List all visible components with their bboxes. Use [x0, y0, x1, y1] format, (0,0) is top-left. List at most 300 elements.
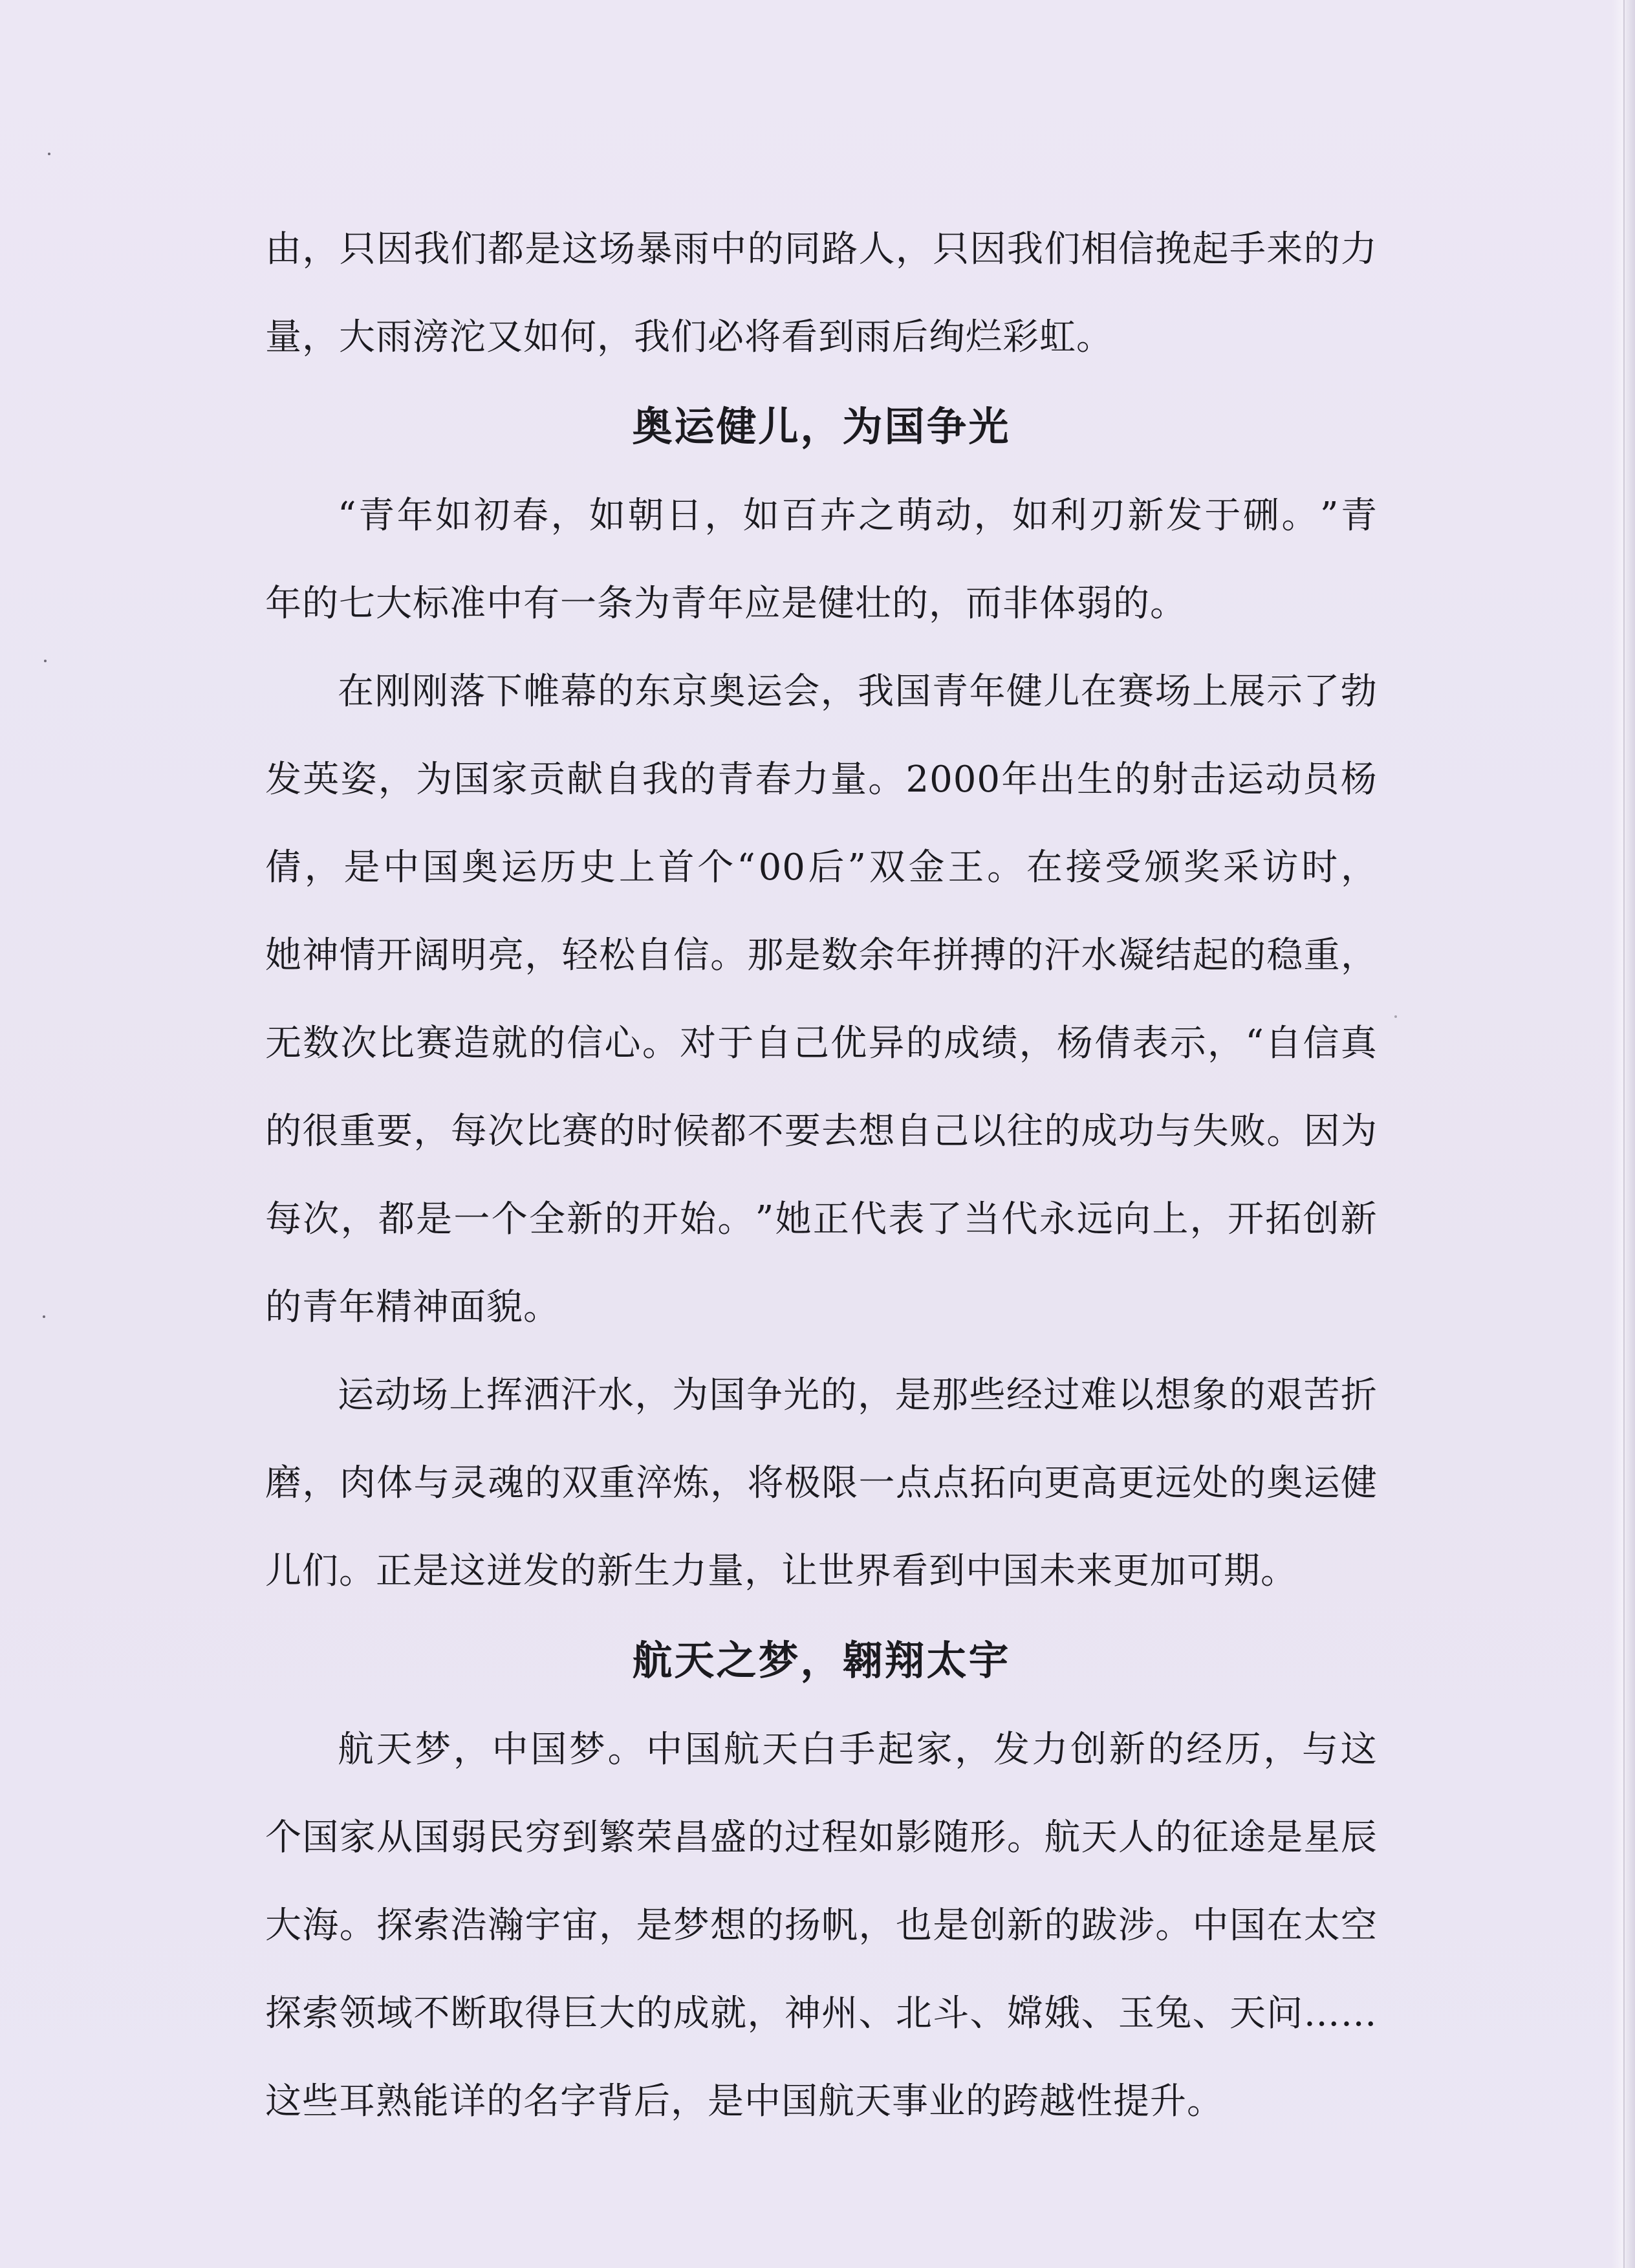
text-glyph: 的 [1006, 934, 1044, 977]
text-glyph: 新 [1109, 1729, 1146, 1771]
text-glyph: 。 [717, 1198, 755, 1240]
text-glyph: 这 [1340, 1729, 1378, 1771]
text-glyph: 辰 [1340, 1817, 1378, 1859]
text-glyph: 历 [1224, 1729, 1262, 1771]
text-glyph: ， [1189, 1198, 1227, 1240]
text-glyph: 经 [1186, 1729, 1224, 1771]
text-glyph: 索 [413, 1905, 451, 1947]
text-glyph: 上 [618, 847, 656, 889]
text-glyph: 上 [449, 1374, 486, 1416]
text-glyph: 个 [265, 1817, 302, 1859]
text-glyph: 勃 [1340, 671, 1378, 713]
document-body [265, 206, 1378, 2146]
text-glyph: 的 [679, 759, 717, 801]
text-glyph: 利 [1050, 495, 1088, 537]
text-glyph: 明 [450, 934, 488, 977]
text-glyph: 扬 [784, 1905, 821, 1947]
text-glyph: 为 [671, 1374, 709, 1416]
text-glyph: 落 [449, 671, 486, 713]
page-edge-line [1623, 0, 1625, 2268]
text-glyph: 力 [792, 759, 830, 801]
text-glyph: 淬 [636, 1462, 673, 1504]
text-glyph: 数 [821, 934, 859, 977]
text-glyph: 英 [303, 759, 340, 801]
text-glyph: 来 [1266, 228, 1304, 270]
text-glyph: 始 [680, 1198, 717, 1240]
text-glyph: 的 [265, 1110, 302, 1152]
text-glyph: 穷 [525, 1817, 562, 1859]
text-glyph: 在 [1266, 1905, 1304, 1947]
text-glyph: 。 [607, 1729, 645, 1771]
text-glyph: 域 [376, 1993, 414, 2035]
text-glyph: 往 [1006, 1110, 1044, 1152]
text-glyph: 去 [821, 1110, 859, 1152]
continued-paragraph [265, 206, 1378, 382]
text-glyph: 她 [265, 934, 302, 977]
text-line [265, 648, 1378, 736]
text-glyph: 家 [916, 1729, 953, 1771]
text-glyph: 她 [775, 1198, 812, 1240]
text-glyph: 折 [1340, 1374, 1378, 1416]
text-glyph: 姿 [340, 759, 378, 801]
text-line [265, 1882, 1378, 1970]
text-glyph: 跋 [1081, 1905, 1118, 1947]
text-glyph: 献 [567, 759, 604, 801]
text-glyph: 场 [411, 1374, 449, 1416]
text-glyph: 瀚 [488, 1905, 525, 1947]
text-glyph: 00 [758, 847, 806, 889]
text-glyph: 动 [374, 1374, 412, 1416]
text-glyph: 只 [933, 228, 970, 270]
text-glyph: 次 [488, 1110, 525, 1152]
text-glyph: 、 [969, 1993, 1007, 2035]
paragraph [265, 648, 1378, 1352]
text-glyph: 时 [636, 1110, 673, 1152]
text-glyph: 百 [781, 495, 819, 537]
text-glyph: 表 [888, 1198, 926, 1240]
text-glyph: 过 [1043, 1374, 1081, 1416]
text-glyph: 的 [1229, 934, 1266, 977]
text-glyph: 如 [589, 495, 626, 537]
text-glyph: 开 [1227, 1198, 1264, 1240]
text-glyph: 在 [338, 671, 374, 713]
text-line: 这些耳熟能详的名字背后，是中国航天事业的跨越性提升。 [265, 2080, 1224, 2122]
text-glyph: 雨 [673, 228, 710, 270]
text-glyph: 的 [528, 1022, 566, 1064]
text-glyph: 我 [413, 228, 451, 270]
text-glyph: 朝 [627, 495, 665, 537]
text-glyph: 赛 [561, 1110, 599, 1152]
text-glyph: ， [1019, 1022, 1056, 1064]
text-glyph: 手 [839, 1729, 876, 1771]
text-glyph: 自 [1265, 1022, 1303, 1064]
paragraph [265, 1352, 1378, 1615]
text-glyph: 得 [525, 1993, 562, 2035]
text-glyph: 示 [1169, 1022, 1207, 1064]
text-glyph: 采 [1222, 847, 1260, 889]
text-glyph: 当 [963, 1198, 1001, 1240]
text-glyph: 新 [1006, 1905, 1044, 1947]
text-glyph: 玉 [1118, 1993, 1155, 2035]
text-glyph: 己 [933, 1110, 970, 1152]
text-glyph: 、 [1081, 1993, 1118, 2035]
text-line [265, 1352, 1378, 1440]
text-glyph: 奥 [709, 671, 746, 713]
text-glyph: 。 [710, 934, 748, 977]
text-glyph: 中 [383, 847, 420, 889]
text-glyph: 上 [1192, 671, 1229, 713]
text-glyph: 重 [1303, 934, 1341, 977]
text-glyph: 是 [933, 1905, 970, 1947]
text-glyph: 那 [747, 934, 785, 977]
text-glyph: 击 [1189, 759, 1227, 801]
text-glyph: 因 [1303, 1110, 1341, 1152]
text-glyph: 王 [947, 847, 985, 889]
text-glyph: 己 [792, 1022, 830, 1064]
text-glyph: 航 [723, 1729, 761, 1771]
text-glyph: 力 [1032, 1729, 1069, 1771]
text-glyph: 。 [1281, 495, 1319, 537]
text-glyph: 发 [993, 1729, 1030, 1771]
text-glyph: 嫦 [1006, 1993, 1044, 2035]
text-glyph: 高 [1081, 1462, 1118, 1504]
text-glyph: 的 [598, 671, 635, 713]
text-glyph: ” [847, 847, 867, 889]
text-glyph: 阔 [413, 934, 451, 977]
text-glyph: 要 [784, 1110, 821, 1152]
text-glyph: 受 [1105, 847, 1142, 889]
text-glyph: 射 [1152, 759, 1189, 801]
text-glyph: 于 [1204, 495, 1242, 537]
text-line [265, 1440, 1378, 1528]
text-glyph: 表 [1132, 1022, 1169, 1064]
text-glyph: 难 [1080, 1374, 1118, 1416]
text-glyph: 国 [894, 671, 932, 713]
text-glyph: 运 [746, 671, 783, 713]
text-glyph: 。 [987, 847, 1024, 889]
text-glyph: 运 [1227, 759, 1264, 801]
text-glyph: 重 [599, 1462, 636, 1504]
text-glyph: 轻 [561, 934, 599, 977]
text-glyph: 京 [671, 671, 709, 713]
text-glyph: 自 [604, 759, 642, 801]
text-glyph: 国 [413, 1817, 451, 1859]
text-glyph: ， [1207, 1022, 1245, 1064]
text-glyph: 大 [599, 1993, 636, 2035]
text-glyph: 拓 [969, 1462, 1007, 1504]
text-glyph: 光 [783, 1374, 821, 1416]
text-glyph: 是 [894, 1374, 932, 1416]
text-glyph: 异 [868, 1022, 905, 1064]
text-glyph: 在 [1080, 671, 1118, 713]
text-glyph: 是 [1266, 1817, 1304, 1859]
text-glyph: 暴 [636, 228, 673, 270]
text-glyph: 青 [932, 671, 969, 713]
text-glyph: 重 [339, 1110, 376, 1152]
text-glyph: ， [413, 1110, 451, 1152]
text-glyph: 体 [376, 1462, 414, 1504]
text-line: 量，大雨滂沱又如何，我们必将看到雨后绚烂彩虹。 [265, 316, 1113, 358]
text-glyph: 余 [858, 934, 896, 977]
text-glyph: ， [340, 1198, 378, 1240]
scan-speck [1394, 1015, 1397, 1018]
text-glyph: 每 [265, 1198, 302, 1240]
text-glyph: 。 [1006, 1817, 1044, 1859]
text-glyph: 这 [561, 228, 599, 270]
text-glyph: 为 [416, 759, 453, 801]
text-glyph: 如 [742, 495, 780, 537]
text-glyph: 如 [1012, 495, 1050, 537]
text-glyph: 萌 [896, 495, 934, 537]
scan-speck [44, 660, 47, 662]
text-glyph: 个 [491, 1198, 528, 1240]
paragraph [265, 472, 1378, 648]
text-glyph: 民 [488, 1817, 525, 1859]
text-glyph: 刚 [374, 671, 412, 713]
text-glyph: 对 [680, 1022, 717, 1064]
text-glyph: 心 [604, 1022, 642, 1064]
text-glyph: 在 [1026, 847, 1063, 889]
text-glyph: 结 [1155, 934, 1193, 977]
text-glyph: 的 [525, 1462, 562, 1504]
text-glyph: 。 [1266, 1110, 1304, 1152]
text-glyph: 凝 [1118, 934, 1155, 977]
text-glyph: 想 [710, 1905, 748, 1947]
text-glyph: 路 [821, 228, 859, 270]
text-glyph: 拓 [1265, 1198, 1303, 1240]
text-glyph: 人 [1118, 1817, 1155, 1859]
text-glyph: 只 [339, 228, 376, 270]
text-glyph: 海 [302, 1905, 340, 1947]
text-glyph: 相 [1081, 228, 1118, 270]
text-glyph: 由 [265, 228, 302, 270]
text-glyph: 我 [858, 671, 895, 713]
text-glyph: 双 [561, 1462, 599, 1504]
text-glyph: 极 [784, 1462, 821, 1504]
text-glyph: 中 [646, 1729, 684, 1771]
text-glyph: 代 [1001, 1198, 1039, 1240]
text-glyph: ， [747, 1993, 785, 2035]
text-glyph: 州 [821, 1993, 859, 2035]
text-glyph: 成 [944, 1022, 981, 1064]
text-glyph: 青 [717, 759, 755, 801]
text-glyph: 动 [935, 495, 973, 537]
text-line [265, 1088, 1378, 1176]
text-glyph: 2000 [905, 759, 1001, 801]
text-glyph: 的 [1044, 1110, 1081, 1152]
text-glyph: 很 [302, 1110, 340, 1152]
text-glyph: 航 [1044, 1817, 1081, 1859]
text-glyph: ， [858, 1374, 895, 1416]
text-glyph: 了 [926, 1198, 963, 1240]
text-glyph: 新 [1127, 495, 1165, 537]
text-glyph: 松 [599, 934, 636, 977]
text-glyph: 艰 [1266, 1374, 1303, 1416]
text-glyph: 。 [642, 1022, 679, 1064]
text-glyph: 领 [339, 1993, 376, 2035]
text-glyph: ” [1319, 495, 1339, 537]
text-glyph: 优 [830, 1022, 868, 1064]
text-glyph: 中 [710, 228, 748, 270]
text-glyph: 与 [1302, 1729, 1339, 1771]
text-glyph: 都 [710, 1110, 748, 1152]
text-glyph: 太 [1303, 1905, 1341, 1947]
text-glyph: ， [973, 495, 1011, 537]
text-glyph: ， [1340, 934, 1378, 977]
text-glyph: 天 [1229, 1993, 1266, 2035]
text-glyph: 水 [1081, 934, 1118, 977]
text-glyph: 赛 [1118, 671, 1155, 713]
text-glyph: …… [1303, 1993, 1378, 2035]
text-glyph: 。 [868, 759, 905, 801]
text-glyph: 贡 [528, 759, 566, 801]
text-glyph: 经 [1006, 1374, 1043, 1416]
text-glyph: 、 [858, 1993, 896, 2035]
text-glyph: 永 [1039, 1198, 1076, 1240]
text-glyph: 的 [1114, 759, 1152, 801]
text-glyph: 涉 [1118, 1905, 1155, 1947]
text-glyph: 国 [453, 759, 491, 801]
text-line: 的青年精神面貌。 [265, 1286, 560, 1328]
text-glyph: 中 [1192, 1905, 1229, 1947]
text-glyph: 就 [710, 1993, 748, 2035]
text-glyph: 苦 [1303, 1374, 1341, 1416]
text-glyph: 国 [1229, 1905, 1266, 1947]
text-glyph: 都 [378, 1198, 415, 1240]
text-glyph: ， [304, 847, 341, 889]
text-glyph: 取 [488, 1993, 525, 2035]
paragraph [265, 1706, 1378, 2146]
text-glyph: 更 [1118, 1462, 1155, 1504]
text-glyph: 造 [453, 1022, 491, 1064]
text-glyph: 刃 [1089, 495, 1127, 537]
text-glyph: 天 [1081, 1817, 1118, 1859]
text-glyph: 更 [1044, 1462, 1081, 1504]
text-glyph: 是 [784, 934, 821, 977]
text-glyph: 大 [265, 1905, 302, 1947]
text-glyph: 影 [895, 1817, 933, 1859]
text-glyph: 想 [1154, 1374, 1192, 1416]
text-glyph: 倩 [1094, 1022, 1132, 1064]
text-glyph: 的 [1155, 1817, 1193, 1859]
text-glyph: 绩 [981, 1022, 1019, 1064]
text-glyph: 起 [1192, 934, 1229, 977]
text-glyph: 展 [1229, 671, 1266, 713]
text-glyph: 一 [453, 1198, 491, 1240]
text-glyph: 到 [561, 1817, 599, 1859]
text-glyph: 新 [1340, 1198, 1378, 1240]
text-glyph: 国 [684, 1729, 722, 1771]
text-glyph: 刚 [411, 671, 449, 713]
text-glyph: 上 [1152, 1198, 1189, 1240]
text-glyph: 访 [1262, 847, 1299, 889]
text-glyph: 不 [413, 1993, 451, 2035]
text-glyph: 天 [762, 1729, 799, 1771]
text-glyph: 于 [717, 1022, 755, 1064]
text-glyph: 途 [1229, 1817, 1266, 1859]
text-glyph: 如 [435, 495, 473, 537]
text-glyph: 下 [486, 671, 523, 713]
text-glyph: 与 [1155, 1110, 1193, 1152]
text-glyph: 开 [642, 1198, 679, 1240]
text-glyph: 颁 [1144, 847, 1182, 889]
text-glyph: “ [737, 847, 756, 889]
text-glyph: 、 [1192, 1993, 1229, 2035]
text-glyph: 数 [303, 1022, 340, 1064]
text-glyph: 每 [450, 1110, 488, 1152]
text-line [265, 472, 1378, 560]
text-glyph: 浩 [450, 1905, 488, 1947]
text-glyph: ， [820, 671, 858, 713]
text-glyph: 探 [265, 1993, 302, 2035]
text-glyph: 稳 [1266, 934, 1304, 977]
text-glyph: 双 [869, 847, 906, 889]
text-glyph: 都 [488, 228, 525, 270]
text-glyph: 日 [666, 495, 703, 537]
text-glyph: 家 [491, 759, 528, 801]
text-glyph: 弱 [450, 1817, 488, 1859]
text-glyph: 创 [969, 1905, 1007, 1947]
text-glyph: 健 [1340, 1462, 1378, 1504]
text-glyph: 会 [783, 671, 821, 713]
text-glyph: 生 [1076, 759, 1114, 801]
text-glyph: 宇 [525, 1905, 562, 1947]
text-glyph: 洒 [523, 1374, 561, 1416]
text-glyph: 帷 [523, 671, 561, 713]
text-glyph: 帆 [821, 1905, 859, 1947]
text-glyph: 争 [746, 1374, 783, 1416]
text-glyph: 的 [1044, 1905, 1081, 1947]
text-glyph: 运 [338, 1374, 374, 1416]
text-glyph: 的 [1303, 228, 1341, 270]
text-glyph: ， [704, 495, 742, 537]
text-glyph: 的 [604, 1198, 642, 1240]
text-glyph: 为 [1340, 1110, 1378, 1152]
text-glyph: 梦 [415, 1729, 452, 1771]
text-glyph: 国 [530, 1729, 568, 1771]
page-right-edge [1612, 0, 1635, 2268]
text-glyph: 过 [784, 1817, 821, 1859]
text-glyph: 场 [1154, 671, 1192, 713]
text-glyph: 们 [450, 228, 488, 270]
text-glyph: 是 [416, 1198, 453, 1240]
text-line [265, 912, 1378, 1000]
text-glyph: 与 [413, 1462, 451, 1504]
text-line [265, 1970, 1378, 2058]
text-glyph: 人 [858, 228, 896, 270]
text-glyph: 青 [1340, 495, 1378, 537]
text-glyph: ， [525, 934, 562, 977]
text-glyph: 限 [821, 1462, 859, 1504]
text-glyph: 年 [1001, 759, 1039, 801]
text-glyph: 磨 [265, 1462, 302, 1504]
text-glyph: 拼 [933, 934, 970, 977]
text-glyph: 汗 [1044, 934, 1081, 977]
text-glyph: ， [453, 1729, 490, 1771]
text-glyph: 动 [1265, 759, 1303, 801]
text-glyph: 的 [599, 1110, 636, 1152]
text-line [265, 824, 1378, 912]
text-glyph: 时 [1301, 847, 1339, 889]
text-glyph: 挥 [486, 1374, 523, 1416]
text-glyph: 因 [969, 228, 1007, 270]
section-heading-space: 航天之梦，翱翔太宇 [632, 1637, 1011, 1684]
text-glyph: 天 [376, 1729, 413, 1771]
text-glyph: 航 [338, 1729, 374, 1771]
text-glyph: 问 [1266, 1993, 1304, 2035]
text-glyph: 信 [567, 1022, 604, 1064]
text-glyph: 奥 [1266, 1462, 1304, 1504]
